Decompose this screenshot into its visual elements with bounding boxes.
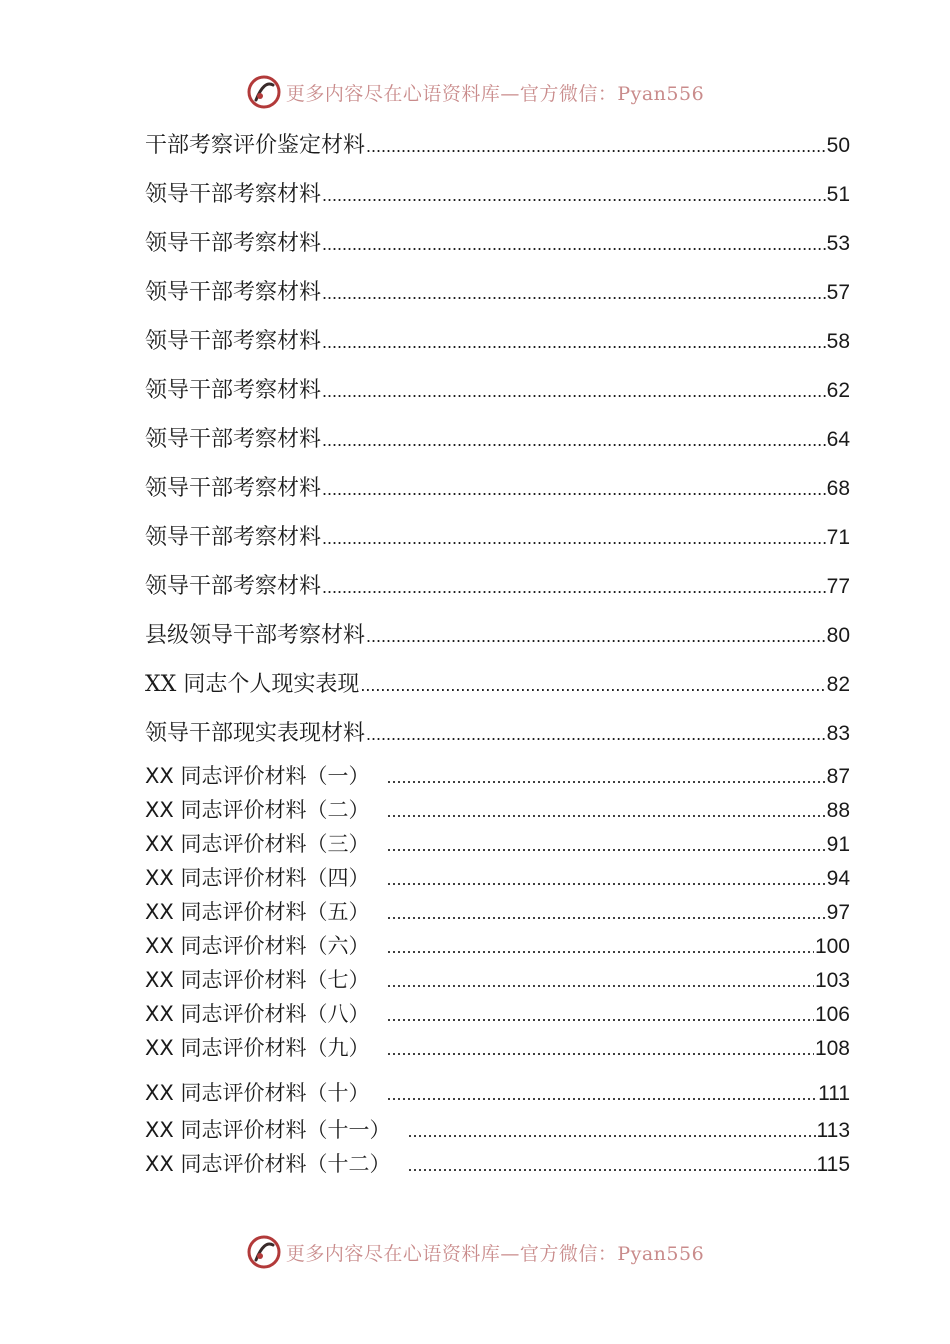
toc-entry-title: XX 同志个人现实表现 [145, 672, 360, 697]
footer-banner [0, 1230, 950, 1274]
toc-dot-leader [322, 185, 826, 206]
toc-page-number: 87 [826, 765, 850, 788]
toc-entry-title: XX 同志评价材料（五） [145, 900, 370, 924]
brand-logo-icon [246, 74, 282, 110]
toc-entry[interactable] [145, 1077, 850, 1107]
toc-page-number: 113 [816, 1119, 850, 1142]
toc-page-number: 94 [826, 867, 850, 890]
toc-page-number: 83 [826, 722, 850, 745]
toc-dot-leader [322, 332, 826, 353]
toc-page-number: 80 [826, 624, 850, 647]
toc-dot-leader [407, 1121, 815, 1142]
toc-dot-leader [322, 381, 826, 402]
toc-entry-title: XX 同志评价材料（八） [145, 1002, 370, 1026]
toc-entry-title: 县级领导干部考察材料 [145, 623, 366, 648]
header-banner [0, 70, 950, 114]
toc-dot-leader [386, 937, 814, 958]
toc-dot-leader [386, 801, 825, 822]
toc-dot-leader [322, 234, 826, 255]
toc-page-number: 97 [826, 901, 850, 924]
toc-entry-title: XX 同志评价材料（十） [145, 1081, 370, 1105]
toc-entry-title: XX 同志评价材料（七） [145, 968, 370, 992]
toc-entry[interactable] [145, 177, 850, 209]
toc-entry-title: 领导干部现实表现材料 [145, 721, 366, 746]
toc-page-number: 53 [826, 232, 850, 255]
toc-dot-leader [322, 577, 826, 598]
toc-entry-title: XX 同志评价材料（三） [145, 832, 370, 856]
toc-entry-title: 领导干部考察材料 [145, 378, 322, 403]
toc-page-number: 71 [826, 526, 850, 549]
toc-entry-title: 领导干部考察材料 [145, 427, 322, 452]
toc-page-number: 58 [826, 330, 850, 353]
toc-dot-leader [366, 626, 826, 647]
toc-entry-title: 领导干部考察材料 [145, 525, 322, 550]
toc-page-number: 50 [826, 134, 850, 157]
toc-entry-title: XX 同志评价材料（十二） [145, 1152, 391, 1176]
toc-entry-title: 领导干部考察材料 [145, 182, 322, 207]
toc-entry[interactable] [145, 998, 850, 1028]
toc-dot-leader [386, 903, 825, 924]
toc-entry-title: 领导干部考察材料 [145, 280, 322, 305]
toc-dot-leader [386, 1039, 814, 1060]
toc-entry[interactable] [145, 618, 850, 650]
toc-entry-title: XX 同志评价材料（九） [145, 1036, 370, 1060]
toc-entry[interactable] [145, 964, 850, 994]
toc-page-number: 64 [826, 428, 850, 451]
toc-page-number: 108 [814, 1037, 850, 1060]
toc-entry[interactable] [145, 569, 850, 601]
toc-entry-title: 领导干部考察材料 [145, 476, 322, 501]
banner-text: 更多内容尽在心语资料库—官方微信：Pyan556 [285, 1242, 705, 1265]
toc-entry[interactable] [145, 760, 850, 790]
toc-dot-leader [386, 971, 814, 992]
toc-dot-leader [386, 1005, 814, 1026]
toc-entry[interactable] [145, 422, 850, 454]
toc-entry-title: XX 同志评价材料（十一） [145, 1118, 391, 1142]
toc-page-number: 111 [818, 1082, 850, 1105]
toc-page-number: 115 [816, 1153, 850, 1176]
toc-dot-leader [386, 869, 825, 890]
toc-page-number: 106 [814, 1003, 850, 1026]
toc-page-number: 51 [826, 183, 850, 206]
toc-entry[interactable] [145, 373, 850, 405]
toc-page-number: 88 [826, 799, 850, 822]
toc-entry[interactable] [145, 828, 850, 858]
toc-entry-title: 领导干部考察材料 [145, 574, 322, 599]
toc-entry[interactable] [145, 324, 850, 356]
toc-entry[interactable] [145, 716, 850, 748]
toc-entry[interactable] [145, 471, 850, 503]
toc-entry[interactable] [145, 930, 850, 960]
toc-entry[interactable] [145, 520, 850, 552]
toc-page-number: 62 [826, 379, 850, 402]
banner-text: 更多内容尽在心语资料库—官方微信：Pyan556 [285, 82, 705, 105]
toc-entry[interactable] [145, 667, 850, 699]
toc-entry[interactable] [145, 275, 850, 307]
toc-entry[interactable] [145, 1148, 850, 1178]
toc-dot-leader [407, 1155, 815, 1176]
toc-entry[interactable] [145, 794, 850, 824]
toc-page-number: 100 [814, 935, 850, 958]
toc-dot-leader [386, 767, 825, 788]
toc-entry[interactable] [145, 1032, 850, 1062]
toc-entry-title: 领导干部考察材料 [145, 329, 322, 354]
toc-entry-title: 干部考察评价鉴定材料 [145, 133, 366, 158]
toc-page-number: 77 [826, 575, 850, 598]
toc-entry[interactable] [145, 862, 850, 892]
brand-logo-icon [246, 1234, 282, 1270]
toc-page-number: 57 [826, 281, 850, 304]
toc-page-number: 68 [826, 477, 850, 500]
toc-dot-leader [366, 136, 826, 157]
toc-dot-leader [322, 430, 826, 451]
toc-entry-title: XX 同志评价材料（二） [145, 798, 370, 822]
toc-dot-leader [386, 835, 825, 856]
toc-dot-leader [322, 528, 826, 549]
toc-dot-leader [360, 675, 825, 696]
toc-page-number: 103 [814, 969, 850, 992]
toc-entry-title: XX 同志评价材料（一） [145, 764, 370, 788]
toc-entry[interactable] [145, 1114, 850, 1144]
toc-page-number: 82 [826, 673, 850, 696]
toc-entry-title: 领导干部考察材料 [145, 231, 322, 256]
toc-page-number: 91 [826, 833, 850, 856]
toc-entry[interactable] [145, 226, 850, 258]
toc-entry-title: XX 同志评价材料（六） [145, 934, 370, 958]
toc-dot-leader [366, 724, 826, 745]
toc-dot-leader [322, 479, 826, 500]
toc-entry[interactable] [145, 896, 850, 926]
toc-dot-leader [322, 283, 826, 304]
toc-entry[interactable] [145, 128, 850, 160]
toc-entry-title: XX 同志评价材料（四） [145, 866, 370, 890]
toc-dot-leader [386, 1084, 817, 1105]
